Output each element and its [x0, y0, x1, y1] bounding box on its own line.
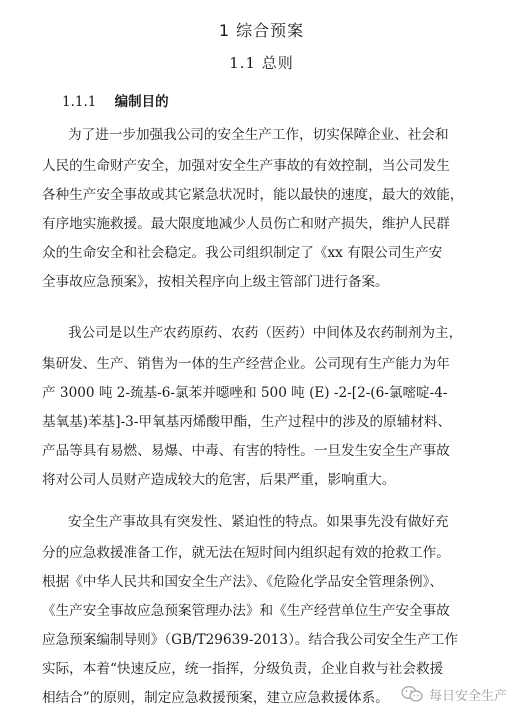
text-line: 分的应急救援准备工作，就无法在短时间内组织起有效的抢救工作。 [42, 545, 450, 561]
text-line: 安全生产事故具有突发性、紧迫性的特点。如果事先没有做好充 [68, 514, 449, 530]
text-line: 众的生命安全和社会稳定。我公司组织制定了《xx 有限公司生产安 [42, 245, 443, 261]
text-line: 全事故应急预案》，按相关程序向上级主管部门进行备案。 [42, 274, 389, 290]
text-line: 将对公司人员财产造成较大的危害，后果严重，影响重大。 [42, 472, 396, 488]
text-line: 人民的生命财产安全，加强对安全生产事故的有效控制，当公司发生 [42, 158, 450, 174]
text-line: 产 3000 吨 2-巯基-6-氯苯并噁唑和 500 吨 (E) -2-[2-(6-氯嘧啶-4- [42, 385, 448, 401]
wechat-icon [401, 685, 423, 703]
subsection-number: 1.1.1 [62, 94, 97, 110]
text-line: 有序地实施救援。最大限度地减少人员伤亡和财产损失，维护人民群 [42, 216, 450, 232]
text-line: 根据《中华人民共和国安全生产法》、《危险化学品安全管理条例》、 [42, 574, 444, 590]
text-line: 各种生产安全事故或其它紧急状况时，能以最快的速度，最大的效能， [42, 187, 464, 203]
text-line: 产品等具有易燃、易爆、中毒、有害的特性。一旦发生安全生产事故 [42, 443, 450, 459]
text-line: 应急预案编制导则》（GB/T29639-2013）。结合我公司安全生产工作 [42, 632, 458, 648]
section-title: 1.1 总则 [229, 54, 294, 72]
text-line: 集研发、生产、销售为一体的生产经营企业。公司现有生产能力为年 [42, 356, 450, 372]
chapter-title: 1 综合预案 [218, 21, 305, 40]
text-line: 我公司是以生产农药原药、农药（医药）中间体及农药制剂为主， [68, 325, 463, 341]
text-line: 基氧基)苯基]-3-甲氧基丙烯酸甲酯，生产过程中的涉及的原辅材料、 [42, 414, 452, 430]
text-line: 《生产安全事故应急预案管理办法》和《生产经营单位生产安全事故 [42, 603, 450, 619]
text-line: 为了进一步加强我公司的安全生产工作，切实保障企业、社会和 [68, 127, 449, 143]
subsection-title: 编制目的 [114, 94, 169, 110]
watermark [401, 684, 523, 704]
text-line: 实际，本着“快速反应，统一指挥，分级负责，企业自救与社会救援 [42, 661, 444, 677]
text-line: 相结合”的原则，制定应急救援预案，建立应急救援体系。 [42, 690, 389, 706]
subsection-heading [62, 90, 169, 110]
watermark-text: 每日安全生产 [429, 688, 508, 704]
